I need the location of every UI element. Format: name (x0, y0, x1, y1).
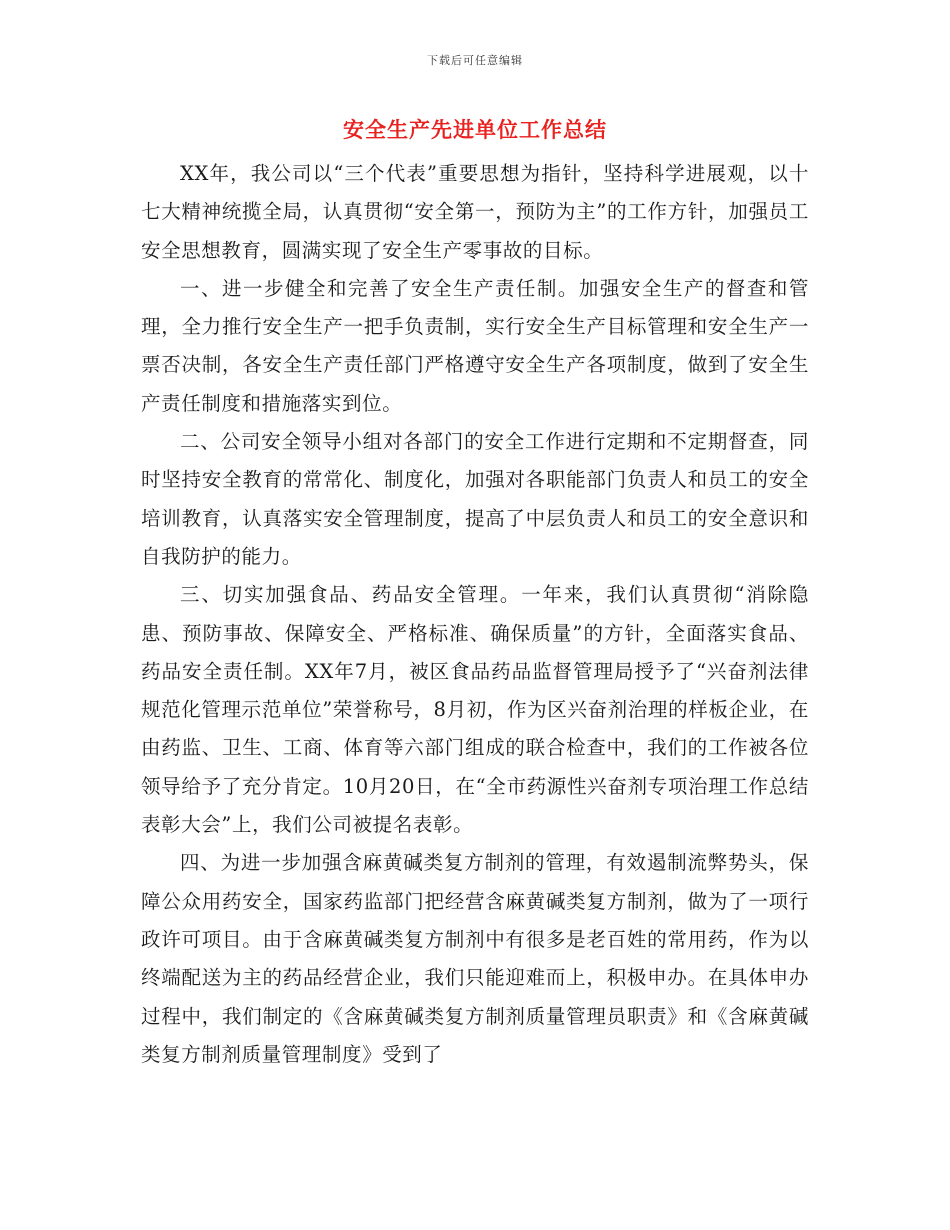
header-note: 下载后可任意编辑 (427, 54, 523, 67)
paragraph-section-3: 三、切实加强食品、药品安全管理。一年来，我们认真贯彻“消除隐患、预防事故、保障安全、严格标准、确保质量”的方针，全面落实食品、药品安全责任制。XX年7月，被区食品药品监督管理局授予了“兴奋剂法律规范化管理示范单位”荣誉称号，8月初，作为区兴奋剂治理的样板企业，在由药监、卫生、工商、体育等六部门组成的联合检查中，我们的工作被各位领导给予了充分肯定。10月20日，在“全市药源性兴奋剂专项治理工作总结表彰大会”上，我们公司被提名表彰。 (141, 583, 809, 837)
paragraph-section-4: 四、为进一步加强含麻黄碱类复方制剂的管理，有效遏制流弊势头，保障公众用药安全，国家药监部门把经营含麻黄碱类复方制剂，做为了一项行政许可项目。由于含麻黄碱类复方制剂中有很多是老百姓的常用药，作为以终端配送为主的药品经营企业，我们只能迎难而上，积极申办。在具体申办过程中，我们制定的《含麻黄碱类复方制剂质量管理员职责》和《含麻黄碱类复方制剂质量管理制度》受到了 (141, 851, 809, 1066)
document-body (141, 155, 809, 1074)
paragraph-section-2: 二、公司安全领导小组对各部门的安全工作进行定期和不定期督查，同时坚持安全教育的常常化、制度化，加强对各职能部门负责人和员工的安全培训教育，认真落实安全管理制度，提高了中层负责人和员工的安全意识和自我防护的能力。 (141, 430, 809, 568)
paragraph-section-1: 一、进一步健全和完善了安全生产责任制。加强安全生产的督查和管理，全力推行安全生产一把手负责制，实行安全生产目标管理和安全生产一票否决制，各安全生产责任部门严格遵守安全生产各项制度，做到了安全生产责任制度和措施落实到位。 (141, 276, 809, 415)
paragraph-intro: XX年，我公司以“三个代表”重要思想为指针，坚持科学进展观，以十七大精神统揽全局，认真贯彻“安全第一，预防为主”的工作方针，加强员工安全思想教育，圆满实现了安全生产零事故的目标。 (141, 162, 809, 262)
document-title: 安全生产先进单位工作总结 (343, 117, 607, 142)
